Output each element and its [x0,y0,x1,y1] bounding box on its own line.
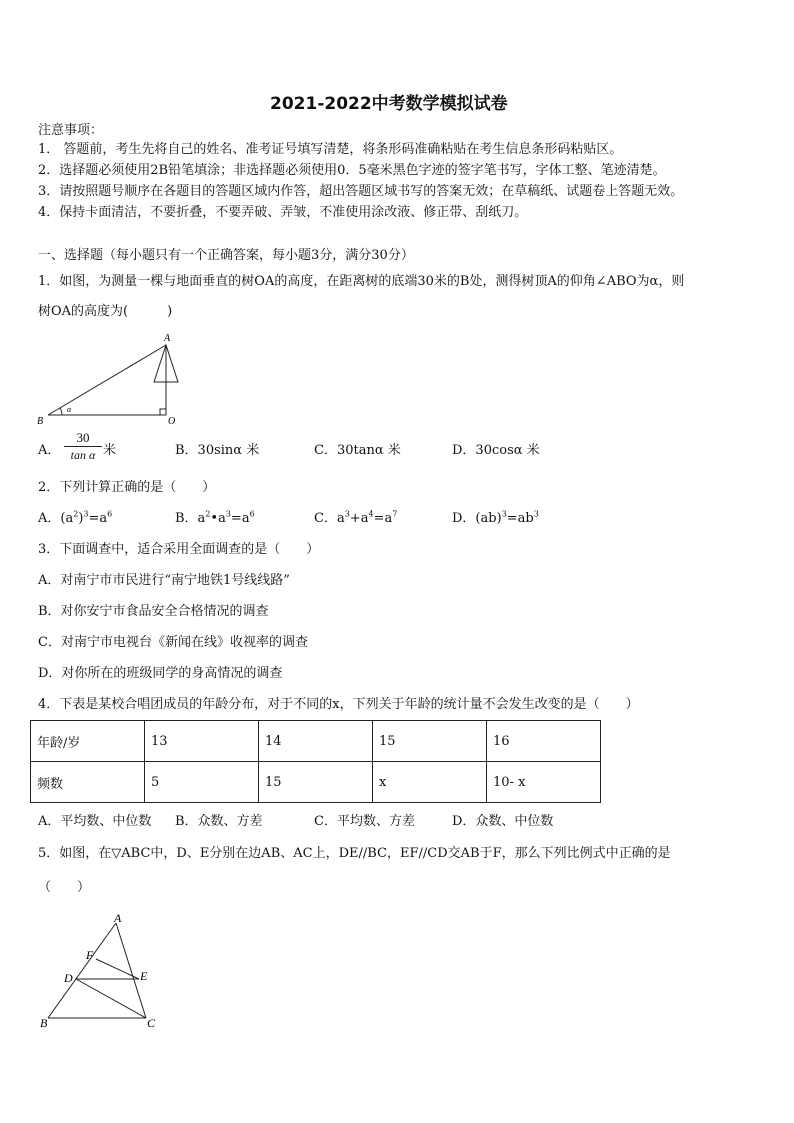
q4-option-a: A．平均数、中位数 [38,814,152,829]
q1-right-angle-mark [160,409,166,415]
q2-option-b-text2: •a [210,511,226,526]
q1-option-a-numerator: 30 [76,430,90,445]
q2-option-d-sup2: 3 [533,509,539,519]
q1-option-a-fraction [64,430,102,463]
page-title: 2021-2022中考数学模拟试卷 [270,94,508,114]
q1-label-alpha: α [67,405,72,414]
table-cell: 5 [145,762,259,803]
q5-stem-line2: （ ） [38,880,91,895]
table-cell: x [373,762,487,803]
q1-option-a-unit: 米 [103,443,117,458]
q3-option-d: D．对你所在的班级同学的身高情况的调查 [38,666,283,681]
table-cell: 15 [259,762,373,803]
q2-option-c [314,511,397,527]
q5-segment-ef [96,959,139,979]
q4-age-table [30,720,601,803]
table-cell: 年龄/岁 [31,721,145,762]
table-cell: 15 [373,721,487,762]
q1-option-c: C．30tanα 米 [314,443,401,458]
q2-option-b-text3: =a [230,511,250,526]
q5-label-a: A [114,914,122,925]
notice-item-2: 2．选择题必须使用2B铅笔填涂；非选择题必须使用0．5毫米黑色字迹的签字笔书写，字体工整、笔迹清楚。 [38,163,666,178]
q3-stem: 3．下面调查中，适合采用全面调查的是（ ） [38,542,320,557]
q5-label-c: C [147,1016,156,1030]
q2-option-c-text: C．a [314,511,345,526]
q1-sightline [48,345,166,415]
q2-option-b-sup3: 6 [249,509,255,519]
q2-option-d-text2: =ab [506,511,534,526]
q1-option-a-denominator: tan α [70,448,96,462]
table-cell: 13 [145,721,259,762]
q1-label-b: B [37,416,44,427]
q2-option-a [38,511,112,527]
table-cell: 频数 [31,762,145,803]
q2-option-c-sup1: 3 [344,509,350,519]
q4-option-c: C．平均数、方差 [314,814,415,829]
section-heading: 一、选择题（每小题只有一个正确答案，每小题3分，满分30分） [38,248,414,263]
table-cell: 14 [259,721,373,762]
q5-stem-line1: 5．如图，在▽ABC中，D、E分别在边AB、AC上，DE//BC，EF//CD交AB于F，那么下列比例式中正确的是 [38,846,671,861]
q1-option-b: B．30sinα 米 [175,443,260,458]
q3-option-a: A．对南宁市市民进行“南宁地铁1号线线路” [38,573,290,588]
notice-heading: 注意事项： [38,123,104,138]
table-cell: 10- x [487,762,601,803]
q3-option-b: B．对你安宁市食品安全合格情况的调查 [38,604,269,619]
q2-option-b-sup1: 2 [205,509,211,519]
q4-option-d: D．众数、中位数 [452,814,554,829]
q5-label-f: F [86,948,94,962]
q2-option-b-sup2: 3 [225,509,231,519]
q3-option-c: C．对南宁市电视台《新闻在线》收视率的调查 [38,635,308,650]
q5-label-d: D [64,971,73,985]
q2-option-a-text2: ) [78,511,84,526]
q5-triangle-figure [36,914,166,1032]
q2-option-a-sup3: 6 [107,509,113,519]
q2-option-d [452,511,539,527]
q2-option-c-sup3: 7 [392,509,398,519]
q1-tree-figure [34,332,184,428]
q4-option-b: B．众数、方差 [175,814,263,829]
q1-label-o: O [168,416,176,427]
notice-item-1: 1． 答题前，考生先将自己的姓名、准考证号填写清楚，将条形码准确粘贴在考生信息条形码粘贴区。 [38,142,623,157]
q5-label-e: E [140,969,148,983]
q2-option-a-text: A．(a [38,511,74,526]
q2-option-b-text: B．a [175,511,206,526]
q4-stem: 4．下表是某校合唱团成员的年龄分布，对于不同的x，下列关于年龄的统计量不会发生改变的是（ ） [38,697,639,712]
q2-option-d-text: D．(ab) [452,511,502,526]
table-cell: 16 [487,721,601,762]
q1-angle-arc [60,408,62,415]
q1-option-a-label: A． [38,443,61,458]
q2-option-c-sup2: 4 [368,509,374,519]
q2-option-a-text3: =a [88,511,108,526]
q5-label-b: B [40,1016,48,1030]
q2-option-c-text2: +a [349,511,369,526]
q2-option-b [175,511,255,527]
notice-item-3: 3．请按照题号顺序在各题目的答题区域内作答，超出答题区域书写的答案无效；在草稿纸、试题卷上答题无效。 [38,184,684,199]
q2-stem: 2．下列计算正确的是（ ） [38,480,216,495]
q1-stem-line2: 树OA的高度为( ) [38,304,173,319]
table-row [31,721,601,762]
q2-option-c-text3: =a [373,511,393,526]
q1-option-d: D．30cosα 米 [452,443,540,458]
table-row [31,762,601,803]
q2-option-a-sup2: 3 [83,509,89,519]
q2-option-a-sup1: 2 [73,509,79,519]
notice-item-4: 4．保持卡面清洁，不要折叠，不要弄破、弄皱，不准使用涂改液、修正带、刮纸刀。 [38,205,528,220]
q1-label-a: A [164,333,171,344]
q2-option-d-sup1: 3 [501,509,507,519]
q1-stem-line1: 1．如图，为测量一棵与地面垂直的树OA的高度，在距离树的底端30米的B处，测得树顶A的仰角∠ABO为α，则 [38,274,685,289]
q5-side-ab [48,923,116,1018]
